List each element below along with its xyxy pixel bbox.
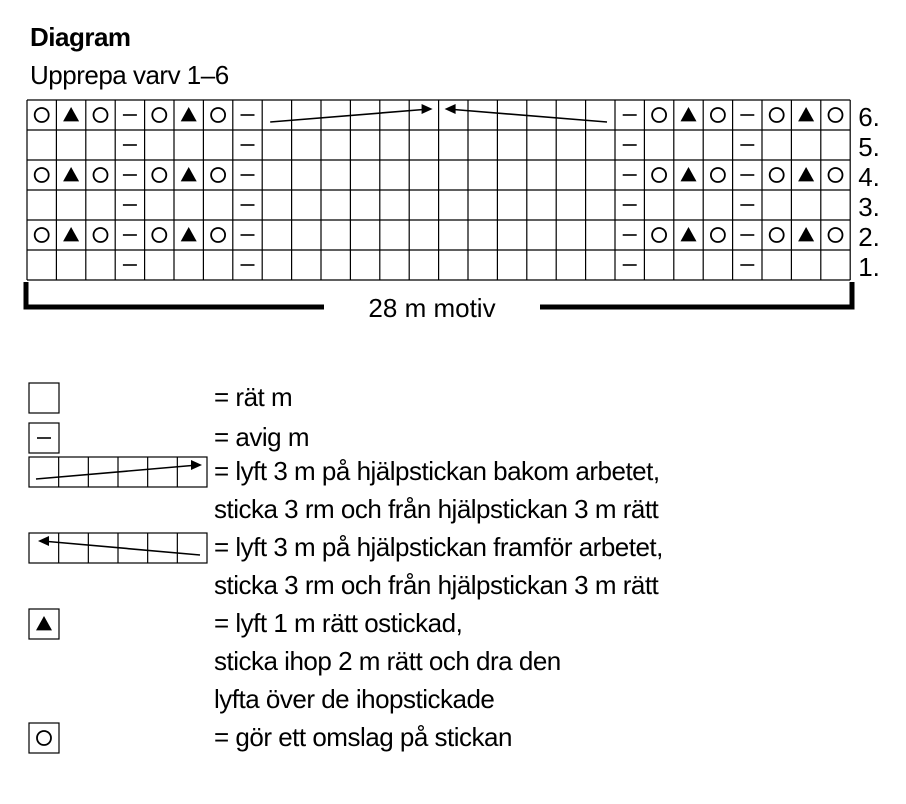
- yarn-over-icon: [829, 168, 843, 182]
- motif-label: 28 m motiv: [368, 293, 496, 323]
- legend-symbol-purl: [28, 422, 60, 454]
- diagram-title: Diagram: [30, 22, 131, 52]
- decrease-triangle-icon: [181, 167, 197, 181]
- decrease-triangle-icon: [798, 167, 814, 181]
- row-label: 3.: [858, 192, 880, 222]
- legend-symbol-cable-right: [28, 456, 208, 488]
- cable-right-arrow: [270, 110, 423, 123]
- decrease-triangle-icon: [181, 227, 197, 241]
- decrease-triangle-icon: [181, 107, 197, 121]
- legend-text: = avig m: [214, 422, 309, 452]
- legend-text: = gör ett omslag på stickan: [214, 722, 512, 752]
- knitting-chart: [0, 0, 906, 330]
- yarn-over-icon: [652, 108, 666, 122]
- yarn-over-icon: [211, 228, 225, 242]
- yarn-over-icon: [152, 228, 166, 242]
- yarn-over-icon: [35, 108, 49, 122]
- legend-text: sticka ihop 2 m rätt och dra den: [214, 646, 561, 676]
- decrease-triangle-icon: [681, 227, 697, 241]
- decrease-triangle-icon: [63, 167, 79, 181]
- decrease-triangle-icon: [681, 107, 697, 121]
- legend-symbol-empty: [28, 382, 60, 414]
- yarn-over-icon: [711, 168, 725, 182]
- yarn-over-icon: [770, 108, 784, 122]
- row-labels: [858, 102, 880, 282]
- row-label: 4.: [858, 162, 880, 192]
- row-label: 6.: [858, 102, 880, 132]
- arrow-head-icon: [38, 536, 49, 546]
- row-label: 2.: [858, 222, 880, 252]
- yarn-over-icon: [770, 168, 784, 182]
- yarn-over-icon: [211, 108, 225, 122]
- decrease-triangle-icon: [63, 227, 79, 241]
- yarn-over-icon: [652, 228, 666, 242]
- yarn-over-icon: [35, 168, 49, 182]
- arrow-head-icon: [191, 460, 202, 470]
- legend-text: = lyft 3 m på hjälpstickan framför arbetet,: [214, 532, 663, 562]
- yarn-over-icon: [35, 228, 49, 242]
- legend-symbol-yo: [28, 722, 60, 754]
- arrow-head-icon: [445, 104, 456, 114]
- yarn-over-icon: [94, 108, 108, 122]
- legend-text: = lyft 3 m på hjälpstickan bakom arbetet,: [214, 456, 660, 486]
- row-label: 5.: [858, 132, 880, 162]
- legend-text: sticka 3 rm och från hjälpstickan 3 m rätt: [214, 494, 659, 524]
- diagram-subtitle: Upprepa varv 1–6: [30, 60, 229, 90]
- yarn-over-icon: [770, 228, 784, 242]
- legend-symbol-dec: [28, 608, 60, 640]
- legend-text: sticka 3 rm och från hjälpstickan 3 m rätt: [214, 570, 659, 600]
- arrow-head-icon: [422, 104, 433, 114]
- decrease-triangle-icon: [798, 107, 814, 121]
- yarn-over-icon: [94, 168, 108, 182]
- cable-left-arrow: [454, 110, 607, 123]
- yarn-over-icon: [711, 228, 725, 242]
- yarn-over-icon: [152, 108, 166, 122]
- decrease-triangle-icon: [36, 616, 52, 630]
- decrease-triangle-icon: [63, 107, 79, 121]
- yarn-over-icon: [711, 108, 725, 122]
- motif-bracket: [26, 282, 852, 323]
- row-label: 1.: [858, 252, 880, 282]
- chart-grid: [27, 100, 850, 280]
- legend-text: lyfta över de ihopstickade: [214, 684, 495, 714]
- decrease-triangle-icon: [681, 167, 697, 181]
- legend-symbol-cable-left: [28, 532, 208, 564]
- legend-text: = lyft 1 m rätt ostickad,: [214, 608, 463, 638]
- yarn-over-icon: [829, 228, 843, 242]
- yarn-over-icon: [652, 168, 666, 182]
- decrease-triangle-icon: [798, 227, 814, 241]
- yarn-over-icon: [829, 108, 843, 122]
- legend-text: = rät m: [214, 382, 293, 412]
- yarn-over-icon: [211, 168, 225, 182]
- yarn-over-icon: [37, 731, 51, 745]
- yarn-over-icon: [152, 168, 166, 182]
- yarn-over-icon: [94, 228, 108, 242]
